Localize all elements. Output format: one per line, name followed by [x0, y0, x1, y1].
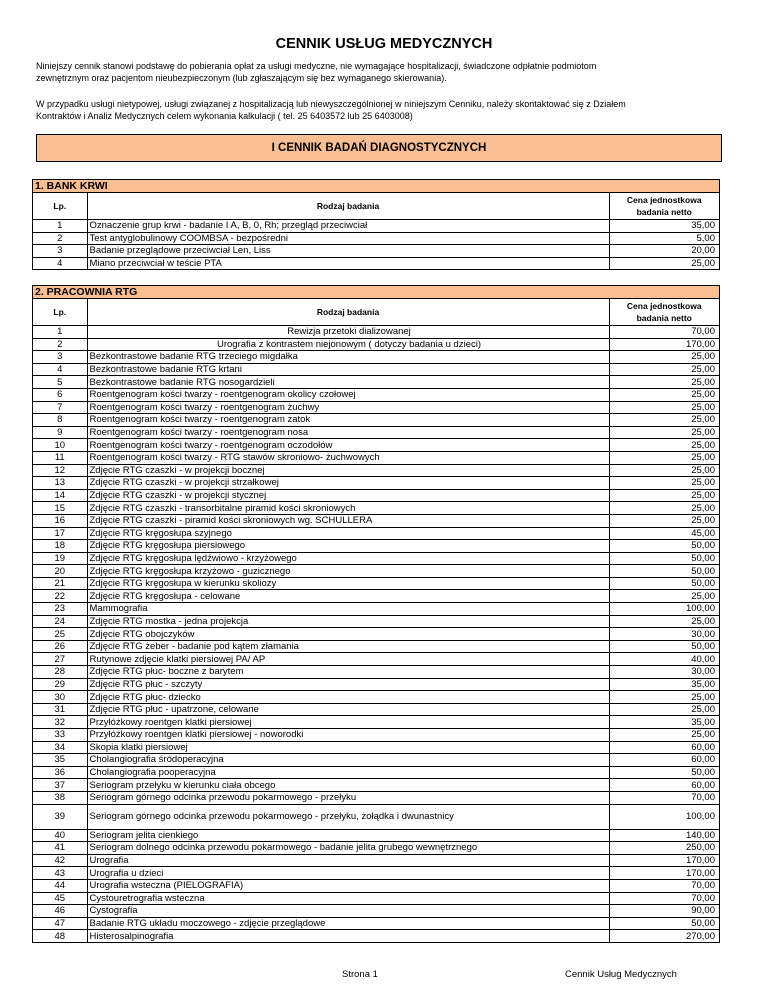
table-row [33, 867, 719, 880]
table-header [33, 299, 719, 326]
table-row [33, 754, 719, 767]
table-row [33, 779, 719, 792]
row-price: 170,00 [609, 854, 719, 867]
row-name: Urografia [87, 854, 609, 867]
row-lp: 31 [33, 703, 87, 716]
row-lp: 36 [33, 766, 87, 779]
row-name: Cholangiografia pooperacyjna [87, 766, 609, 779]
row-lp: 1 [33, 326, 87, 339]
row-price: 25,00 [609, 401, 719, 414]
header-price-line2: badania netto [636, 207, 692, 217]
row-price: 50,00 [609, 577, 719, 590]
row-lp: 2 [33, 232, 87, 245]
row-price: 45,00 [609, 527, 719, 540]
table-row [33, 804, 719, 829]
row-name: Zdjęcie RTG płuc - upatrzone, celowane [87, 703, 609, 716]
row-name: Badanie RTG układu moczowego - zdjęcie przeglądowe [87, 917, 609, 930]
row-lp: 8 [33, 414, 87, 427]
row-lp: 3 [33, 351, 87, 364]
table-row [33, 426, 719, 439]
row-lp: 46 [33, 905, 87, 918]
row-name: Roentgenogram kości twarzy - roentgenogram zatok [87, 414, 609, 427]
row-price: 25,00 [609, 615, 719, 628]
row-lp: 7 [33, 401, 87, 414]
section-title: 2. PRACOWNIA RTG [33, 286, 719, 299]
row-name: Zdjęcie RTG czaszki - w projekcji bocznej [87, 464, 609, 477]
row-lp: 35 [33, 754, 87, 767]
row-lp: 5 [33, 376, 87, 389]
row-price: 270,00 [609, 930, 719, 942]
row-name: Urografia z kontrastem niejonowym ( dotyczy badania u dzieci) [87, 338, 609, 351]
row-name: Urografia wsteczna (PIELOGRAFIA) [87, 879, 609, 892]
row-price: 20,00 [609, 245, 719, 258]
row-price: 40,00 [609, 653, 719, 666]
row-price: 50,00 [609, 917, 719, 930]
row-name: Zdjęcie RTG czaszki - w projekcji stycznej [87, 489, 609, 502]
row-price: 25,00 [609, 477, 719, 490]
footer-doc-name: Cennik Usług Medycznych [565, 969, 677, 980]
row-lp: 33 [33, 729, 87, 742]
row-price: 100,00 [609, 804, 719, 829]
header-lp: Lp. [33, 299, 87, 326]
row-name: Badanie przeglądowe przeciwciał Len, Liss [87, 245, 609, 258]
row-price: 25,00 [609, 426, 719, 439]
table-row [33, 854, 719, 867]
header-price [609, 193, 719, 220]
intro-line: Niniejszy cennik stanowi podstawę do pobierania opłat za usługi medyczne, nie wymagające hospitalizacji, świadczone odpłatnie podmiotom [36, 61, 597, 71]
row-lp: 12 [33, 464, 87, 477]
row-lp: 9 [33, 426, 87, 439]
table-row [33, 220, 719, 233]
row-name: Zdjęcie RTG płuc- boczne z barytem [87, 666, 609, 679]
row-lp: 39 [33, 804, 87, 829]
table-row [33, 842, 719, 855]
section-pracownia-rtg [32, 285, 720, 943]
row-name: Urografia u dzieci [87, 867, 609, 880]
page-title: CENNIK USŁUG MEDYCZNYCH [275, 36, 493, 52]
row-name: Seriogram przełyku w kierunku ciała obcego [87, 779, 609, 792]
row-lp: 10 [33, 439, 87, 452]
row-lp: 48 [33, 930, 87, 942]
table-row [33, 326, 719, 339]
row-price: 25,00 [609, 502, 719, 515]
row-name: Roentgenogram kości twarzy - roentgenogram żuchwy [87, 401, 609, 414]
price-table [33, 193, 719, 269]
row-lp: 29 [33, 678, 87, 691]
row-price: 50,00 [609, 640, 719, 653]
table-row [33, 653, 719, 666]
row-price: 250,00 [609, 842, 719, 855]
row-price: 70,00 [609, 791, 719, 804]
table-row [33, 766, 719, 779]
table-row [33, 917, 719, 930]
table-row [33, 640, 719, 653]
contact-paragraph [36, 98, 726, 122]
header-name: Rodzaj badania [87, 193, 609, 220]
header-lp: Lp. [33, 193, 87, 220]
row-name: Miano przeciwciał w teście PTA [87, 257, 609, 269]
row-name: Zdjęcie RTG czaszki - transorbitalne piramid kości skroniowych [87, 502, 609, 515]
section-banner: I CENNIK BADAŃ DIAGNOSTYCZNYCH [36, 134, 722, 162]
row-name: Zdjęcie RTG kręgosłupa piersiowego [87, 540, 609, 553]
row-price: 25,00 [609, 257, 719, 269]
row-name: Zdjęcie RTG obojczyków [87, 628, 609, 641]
table-row [33, 628, 719, 641]
row-price: 25,00 [609, 388, 719, 401]
header-price-line2: badania netto [636, 313, 692, 323]
row-lp: 26 [33, 640, 87, 653]
table-row [33, 678, 719, 691]
row-lp: 19 [33, 552, 87, 565]
header-price [609, 299, 719, 326]
table-row [33, 691, 719, 704]
row-lp: 21 [33, 577, 87, 590]
table-row [33, 245, 719, 258]
table-row [33, 565, 719, 578]
table-row [33, 376, 719, 389]
row-name: Oznaczenie grup krwi - badanie I A, B, 0, Rh; przegląd przeciwciał [87, 220, 609, 233]
row-price: 25,00 [609, 514, 719, 527]
row-lp: 15 [33, 502, 87, 515]
row-lp: 1 [33, 220, 87, 233]
row-price: 35,00 [609, 716, 719, 729]
table-row [33, 703, 719, 716]
row-lp: 23 [33, 603, 87, 616]
row-name: Cholangiografia śródoperacyjna [87, 754, 609, 767]
row-name: Roentgenogram kości twarzy - roentgenogram nosa [87, 426, 609, 439]
table-row [33, 502, 719, 515]
row-lp: 27 [33, 653, 87, 666]
row-price: 100,00 [609, 603, 719, 616]
row-lp: 2 [33, 338, 87, 351]
table-row [33, 489, 719, 502]
row-lp: 25 [33, 628, 87, 641]
row-lp: 37 [33, 779, 87, 792]
row-lp: 34 [33, 741, 87, 754]
table-header [33, 193, 719, 220]
row-price: 25,00 [609, 464, 719, 477]
row-name: Zdjęcie RTG kręgosłupa krzyżowo - guzicznego [87, 565, 609, 578]
row-name: Zdjęcie RTG kręgosłupa szyjnego [87, 527, 609, 540]
table-row [33, 716, 719, 729]
table-row [33, 338, 719, 351]
table-row [33, 930, 719, 942]
row-lp: 4 [33, 257, 87, 269]
row-lp: 41 [33, 842, 87, 855]
row-lp: 17 [33, 527, 87, 540]
row-price: 170,00 [609, 338, 719, 351]
table-row [33, 388, 719, 401]
row-price: 25,00 [609, 439, 719, 452]
table-row [33, 401, 719, 414]
table-row [33, 232, 719, 245]
table-row [33, 477, 719, 490]
table-row [33, 603, 719, 616]
row-lp: 24 [33, 615, 87, 628]
page-number: Strona 1 [342, 969, 378, 980]
row-price: 35,00 [609, 678, 719, 691]
table-row [33, 666, 719, 679]
row-lp: 16 [33, 514, 87, 527]
section-bank-krwi [32, 179, 720, 270]
row-price: 25,00 [609, 351, 719, 364]
row-lp: 38 [33, 791, 87, 804]
table-row [33, 514, 719, 527]
contact-line: W przypadku usługi nietypowej, usługi związanej z hospitalizacją lub niewyszczególnionej w niniejszym Cenniku, należy skontaktować się z Działem [36, 99, 626, 109]
row-price: 70,00 [609, 879, 719, 892]
table-row [33, 257, 719, 269]
intro-paragraph [36, 60, 726, 84]
row-price: 25,00 [609, 691, 719, 704]
row-lp: 42 [33, 854, 87, 867]
row-price: 50,00 [609, 552, 719, 565]
row-price: 50,00 [609, 540, 719, 553]
row-name: Test antyglobulinowy COOMBSA - bezpośredni [87, 232, 609, 245]
table-row [33, 905, 719, 918]
table-row [33, 879, 719, 892]
table-row [33, 540, 719, 553]
table-row [33, 552, 719, 565]
row-name: Roentgenogram kości twarzy - RTG stawów skroniowo- żuchwowych [87, 451, 609, 464]
row-name: Mammografia [87, 603, 609, 616]
row-name: Zdjęcie RTG kręgosłupa lędźwiowo - krzyżowego [87, 552, 609, 565]
row-price: 60,00 [609, 741, 719, 754]
table-row [33, 451, 719, 464]
row-price: 50,00 [609, 766, 719, 779]
row-name: Cystografia [87, 905, 609, 918]
row-lp: 40 [33, 829, 87, 842]
table-row [33, 791, 719, 804]
row-lp: 6 [33, 388, 87, 401]
row-price: 25,00 [609, 590, 719, 603]
row-lp: 11 [33, 451, 87, 464]
row-price: 70,00 [609, 892, 719, 905]
row-name: Cystouretrografia wsteczna [87, 892, 609, 905]
contact-line: Kontraktów i Analiz Medycznych celem wykonania kalkulacji ( tel. 25 6403572 lub 25 6403008) [36, 111, 413, 121]
table-row [33, 351, 719, 364]
row-price: 30,00 [609, 666, 719, 679]
row-lp: 32 [33, 716, 87, 729]
row-price: 25,00 [609, 363, 719, 376]
row-price: 60,00 [609, 754, 719, 767]
table-row [33, 527, 719, 540]
row-price: 140,00 [609, 829, 719, 842]
row-price: 25,00 [609, 489, 719, 502]
table-row [33, 615, 719, 628]
header-name: Rodzaj badania [87, 299, 609, 326]
row-lp: 22 [33, 590, 87, 603]
row-name: Zdjęcie RTG płuc- dziecko [87, 691, 609, 704]
row-lp: 44 [33, 879, 87, 892]
row-price: 90,00 [609, 905, 719, 918]
row-name: Rutynowe zdjęcie klatki piersiowej PA/ AP [87, 653, 609, 666]
row-name: Bezkontrastowe badanie RTG trzeciego migdałka [87, 351, 609, 364]
row-lp: 18 [33, 540, 87, 553]
row-lp: 3 [33, 245, 87, 258]
table-row [33, 729, 719, 742]
row-lp: 4 [33, 363, 87, 376]
row-price: 25,00 [609, 729, 719, 742]
row-price: 5,00 [609, 232, 719, 245]
section-title: 1. BANK KRWI [33, 180, 719, 193]
row-lp: 20 [33, 565, 87, 578]
row-name: Zdjęcie RTG mostka - jedna projekcja [87, 615, 609, 628]
row-name: Seriogram górnego odcinka przewodu pokarmowego - przełyku, żołądka i dwunastnicy [87, 804, 609, 829]
table-row [33, 892, 719, 905]
row-price: 25,00 [609, 451, 719, 464]
row-price: 50,00 [609, 565, 719, 578]
row-name: Seriogram dolnego odcinka przewodu pokarmowego - badanie jelita grubego wewnętrznego [87, 842, 609, 855]
row-name: Zdjęcie RTG czaszki - piramid kości skroniowych wg. SCHULLERA [87, 514, 609, 527]
table-row [33, 464, 719, 477]
row-price: 170,00 [609, 867, 719, 880]
table-row [33, 363, 719, 376]
row-name: Zdjęcie RTG czaszki - w projekcji strzałkowej [87, 477, 609, 490]
table-row [33, 414, 719, 427]
row-name: Roentgenogram kości twarzy - roentgenogram oczodołów [87, 439, 609, 452]
table-row [33, 577, 719, 590]
row-name: Zdjęcie RTG kręgosłupa - celowane [87, 590, 609, 603]
table-row [33, 829, 719, 842]
row-name: Zdjęcie RTG żeber - badanie pod kątem złamania [87, 640, 609, 653]
price-table [33, 299, 719, 942]
row-price: 60,00 [609, 779, 719, 792]
row-name: Rewizja przetoki dializowanej [87, 326, 609, 339]
row-lp: 13 [33, 477, 87, 490]
row-lp: 47 [33, 917, 87, 930]
row-lp: 45 [33, 892, 87, 905]
row-price: 35,00 [609, 220, 719, 233]
row-name: Seriogram górnego odcinka przewodu pokarmowego - przełyku [87, 791, 609, 804]
row-price: 25,00 [609, 376, 719, 389]
row-name: Zdjęcie RTG kręgosłupa w kierunku skoliozy [87, 577, 609, 590]
row-name: Zdjęcie RTG płuc - szczyty [87, 678, 609, 691]
row-name: Przyłóżkowy roentgen klatki piersiowej - noworodki [87, 729, 609, 742]
row-lp: 14 [33, 489, 87, 502]
row-price: 30,00 [609, 628, 719, 641]
row-lp: 28 [33, 666, 87, 679]
table-row [33, 741, 719, 754]
row-lp: 43 [33, 867, 87, 880]
table-row [33, 590, 719, 603]
intro-line: zewnętrznym oraz pacjentom nieubezpieczonym (lub zgłaszającym się bez wymaganego skierowania). [36, 73, 447, 83]
table-row [33, 439, 719, 452]
row-price: 25,00 [609, 703, 719, 716]
row-name: Bezkontrastowe badanie RTG nosogardzieli [87, 376, 609, 389]
row-name: Histerosalpinografia [87, 930, 609, 942]
row-price: 70,00 [609, 326, 719, 339]
row-name: Przyłóżkowy roentgen klatki piersiowej [87, 716, 609, 729]
row-name: Roentgenogram kości twarzy - roentgenogram okolicy czołowej [87, 388, 609, 401]
row-name: Skopia klatki piersiowej [87, 741, 609, 754]
row-lp: 30 [33, 691, 87, 704]
header-price-line1: Cena jednostkowa [626, 301, 702, 311]
header-price-line1: Cena jednostkowa [626, 195, 702, 205]
row-name: Bezkontrastowe badanie RTG krtani [87, 363, 609, 376]
row-name: Seriogram jelita cienkiego [87, 829, 609, 842]
row-price: 25,00 [609, 414, 719, 427]
